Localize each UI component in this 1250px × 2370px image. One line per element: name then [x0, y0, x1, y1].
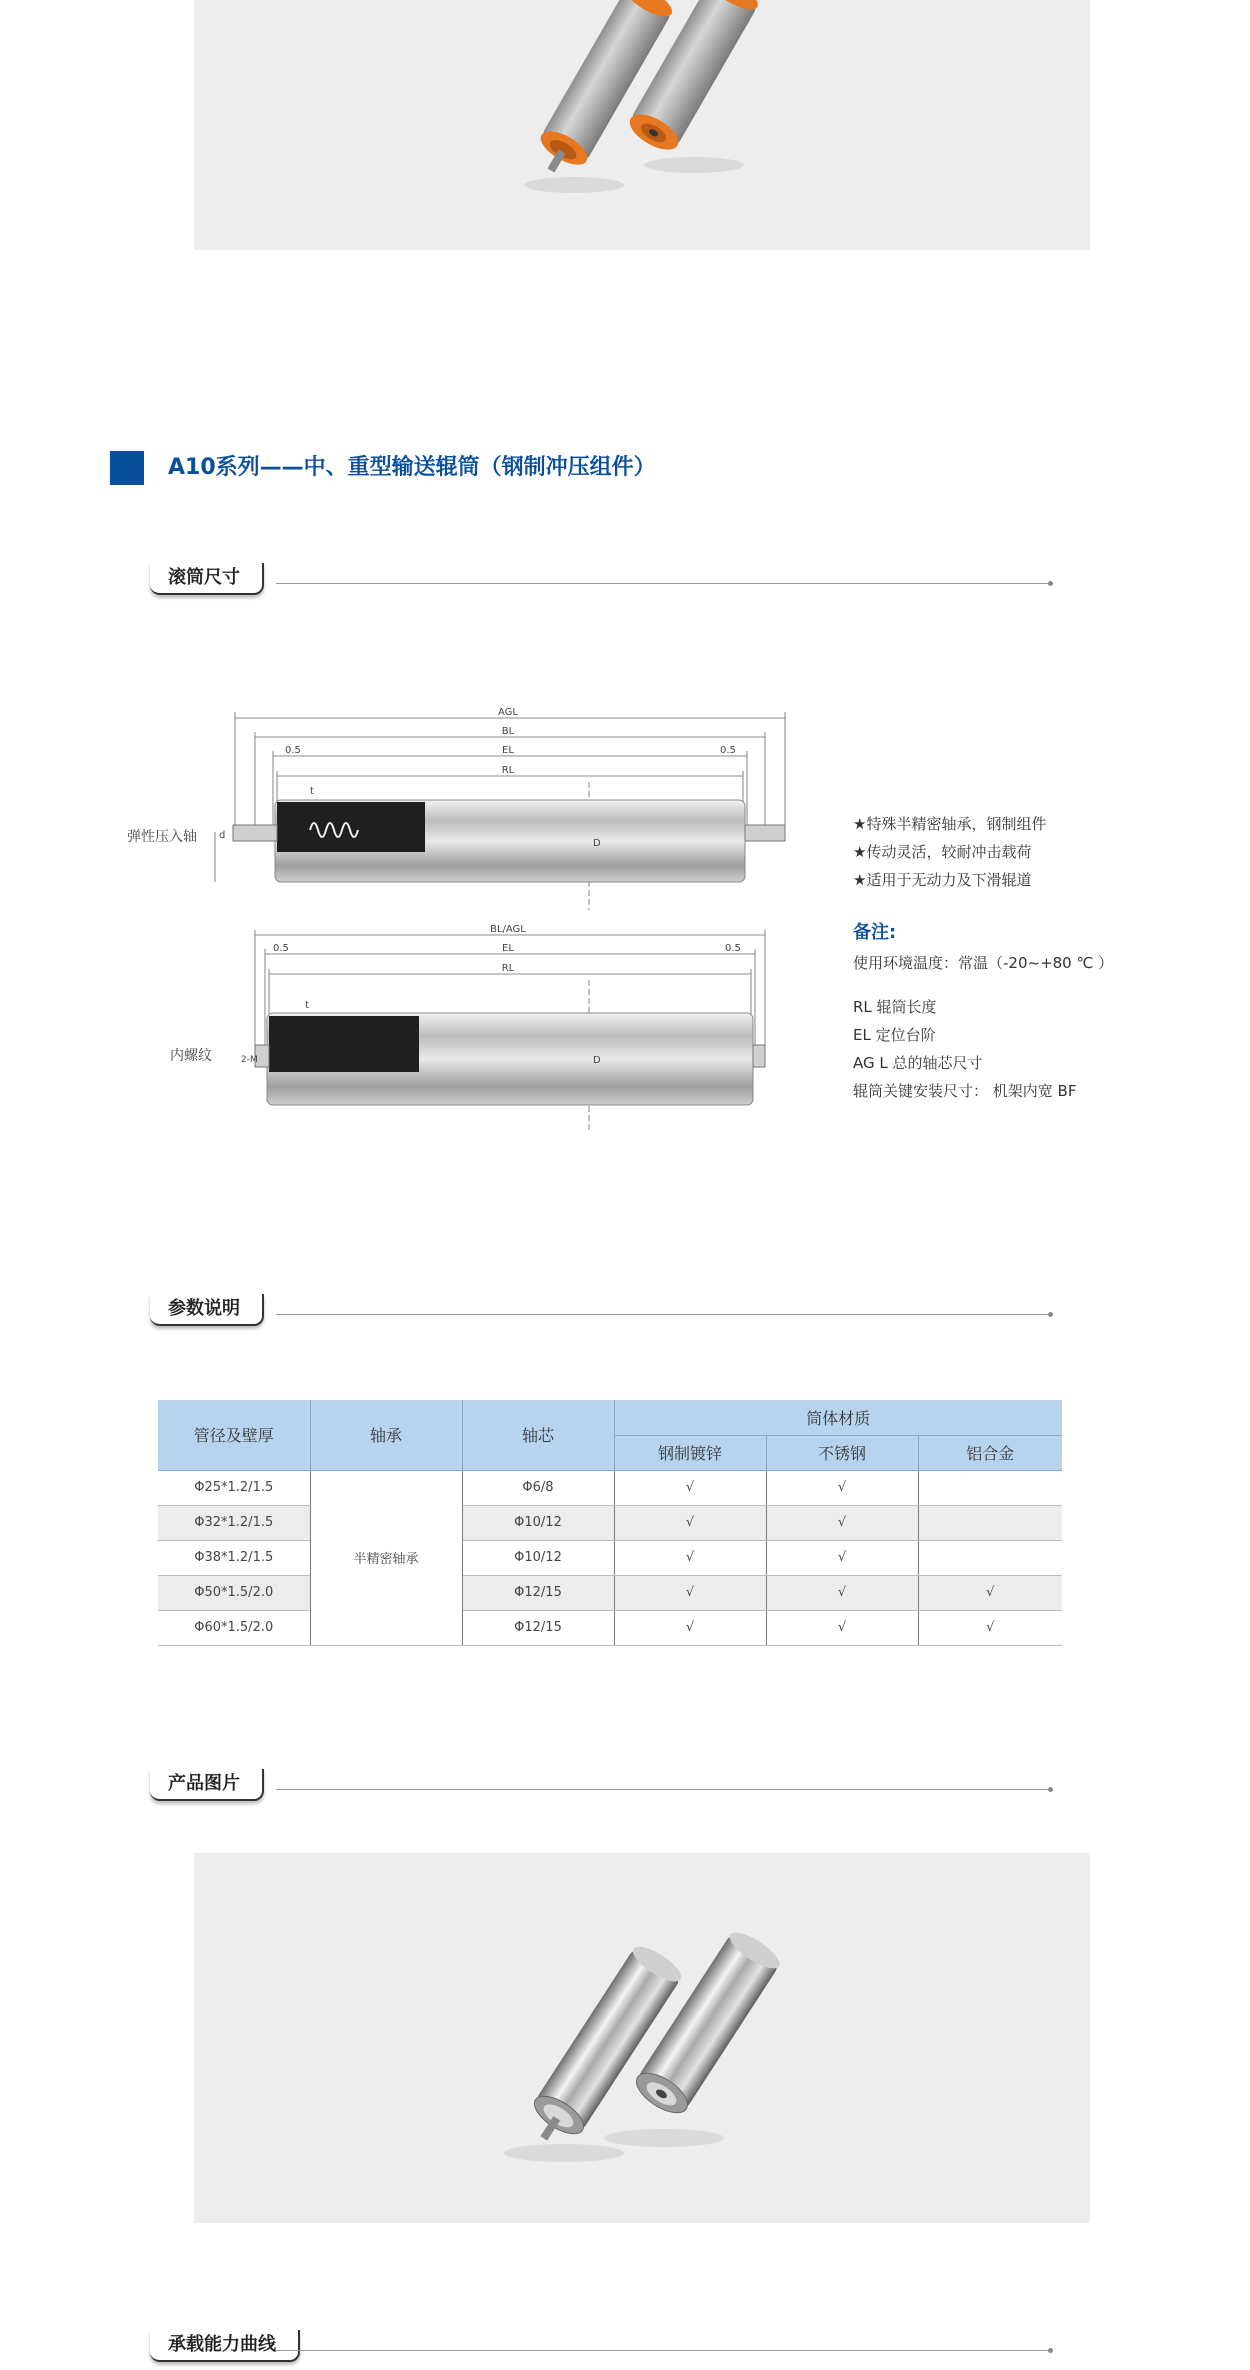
cell-stainless: √ — [766, 1470, 918, 1505]
cell-stainless: √ — [766, 1540, 918, 1575]
feature-item: ★特殊半精密轴承，钢制组件 — [853, 815, 1047, 833]
feature-item: ★适用于无动力及下滑辊道 — [853, 871, 1032, 889]
dim-t-bottom: t — [305, 1000, 309, 1011]
table-row — [158, 1505, 1062, 1540]
dim-rl: RL — [501, 765, 515, 776]
cell-stainless: √ — [766, 1505, 918, 1540]
notes-temperature: 使用环境温度：常温（-20~+80 ℃ ） — [853, 954, 1114, 972]
definition-list — [853, 993, 1076, 1105]
definition-item: AG L 总的轴芯尺寸 — [853, 1054, 983, 1072]
section-header-dimensions — [150, 563, 1050, 603]
cell-aluminum — [918, 1540, 1062, 1575]
section-header-parameters — [150, 1294, 1050, 1334]
dim-el-bottom: EL — [502, 943, 514, 954]
roller-dimension-drawing — [115, 690, 815, 1130]
cell-diameter: Φ25*1.2/1.5 — [158, 1470, 310, 1505]
cell-diameter: Φ32*1.2/1.5 — [158, 1505, 310, 1540]
steel-roller-illustration — [194, 1853, 1090, 2223]
table-row — [158, 1470, 1062, 1505]
dim-t: t — [310, 786, 314, 797]
notes-title: 备注: — [853, 922, 897, 943]
header-galvanized: 钢制镀锌 — [614, 1435, 766, 1470]
header-material: 筒体材质 — [614, 1400, 1062, 1435]
table-row — [158, 1540, 1062, 1575]
cell-galvanized: √ — [614, 1610, 766, 1645]
header-diameter: 管径及壁厚 — [158, 1400, 310, 1470]
dim-small-d: d — [219, 830, 226, 841]
cell-shaft: Φ12/15 — [462, 1575, 614, 1610]
section-divider — [276, 1789, 1050, 1790]
dim-bl: BL — [501, 726, 515, 737]
dim-bl-agl: BL/AGL — [490, 924, 526, 935]
header-aluminum: 铝合金 — [918, 1435, 1062, 1470]
cell-aluminum: √ — [918, 1575, 1062, 1610]
header-bearing: 轴承 — [310, 1400, 462, 1470]
cell-shaft: Φ6/8 — [462, 1470, 614, 1505]
definition-item: 辊筒关键安装尺寸： 机架内宽 BF — [853, 1082, 1077, 1100]
product-photo-top — [194, 0, 1090, 250]
cell-shaft: Φ12/15 — [462, 1610, 614, 1645]
dim-gap-right: 0.5 — [720, 745, 736, 756]
side-label-inner-thread: 内螺纹 — [170, 1048, 212, 1064]
series-marker — [110, 451, 144, 485]
definition-item: EL 定位台阶 — [853, 1026, 936, 1044]
cell-aluminum — [918, 1505, 1062, 1540]
dim-agl: AGL — [498, 707, 518, 718]
dim-d-bottom: D — [593, 1055, 601, 1066]
cell-aluminum: √ — [918, 1610, 1062, 1645]
table-row — [158, 1575, 1062, 1610]
cell-galvanized: √ — [614, 1575, 766, 1610]
dim-gap-right-bottom: 0.5 — [725, 943, 741, 954]
section-divider — [276, 583, 1050, 584]
cell-aluminum — [918, 1470, 1062, 1505]
cell-galvanized: √ — [614, 1505, 766, 1540]
section-header-photos — [150, 1769, 1050, 1809]
cell-stainless: √ — [766, 1575, 918, 1610]
section-tab-label: 参数说明 — [150, 1294, 264, 1326]
header-stainless: 不锈钢 — [766, 1435, 918, 1470]
section-header-load-curve — [150, 2330, 1050, 2370]
section-tab-label: 承载能力曲线 — [150, 2330, 300, 2362]
dim-thread: 2-M — [241, 1055, 258, 1065]
dim-gap-left: 0.5 — [285, 745, 301, 756]
section-divider — [276, 2350, 1050, 2351]
dim-el: EL — [502, 745, 514, 756]
definition-item: RL 辊筒长度 — [853, 998, 937, 1016]
parameter-table — [158, 1400, 1062, 1646]
feature-item: ★传动灵活，较耐冲击载荷 — [853, 843, 1032, 861]
cell-shaft: Φ10/12 — [462, 1505, 614, 1540]
cell-diameter: Φ50*1.5/2.0 — [158, 1575, 310, 1610]
cell-stainless: √ — [766, 1610, 918, 1645]
cell-galvanized: √ — [614, 1540, 766, 1575]
cell-shaft: Φ10/12 — [462, 1540, 614, 1575]
dim-rl-bottom: RL — [501, 963, 515, 974]
cell-diameter: Φ60*1.5/2.0 — [158, 1610, 310, 1645]
header-shaft: 轴芯 — [462, 1400, 614, 1470]
series-title: A10系列——中、重型输送辊筒（钢制冲压组件） — [168, 455, 656, 480]
table-row — [158, 1610, 1062, 1645]
side-label-elastic-shaft: 弹性压入轴 — [127, 829, 197, 845]
section-tab-label: 产品图片 — [150, 1769, 264, 1801]
section-divider — [276, 1314, 1050, 1315]
orange-roller-illustration — [194, 0, 1090, 250]
feature-list — [853, 810, 1046, 894]
dim-d: D — [593, 838, 601, 849]
product-photo-bottom — [194, 1853, 1090, 2223]
cell-galvanized: √ — [614, 1470, 766, 1505]
section-tab-label: 滚筒尺寸 — [150, 563, 264, 595]
cell-diameter: Φ38*1.2/1.5 — [158, 1540, 310, 1575]
cell-bearing: 半精密轴承 — [310, 1470, 462, 1645]
dim-gap-left-bottom: 0.5 — [273, 943, 289, 954]
